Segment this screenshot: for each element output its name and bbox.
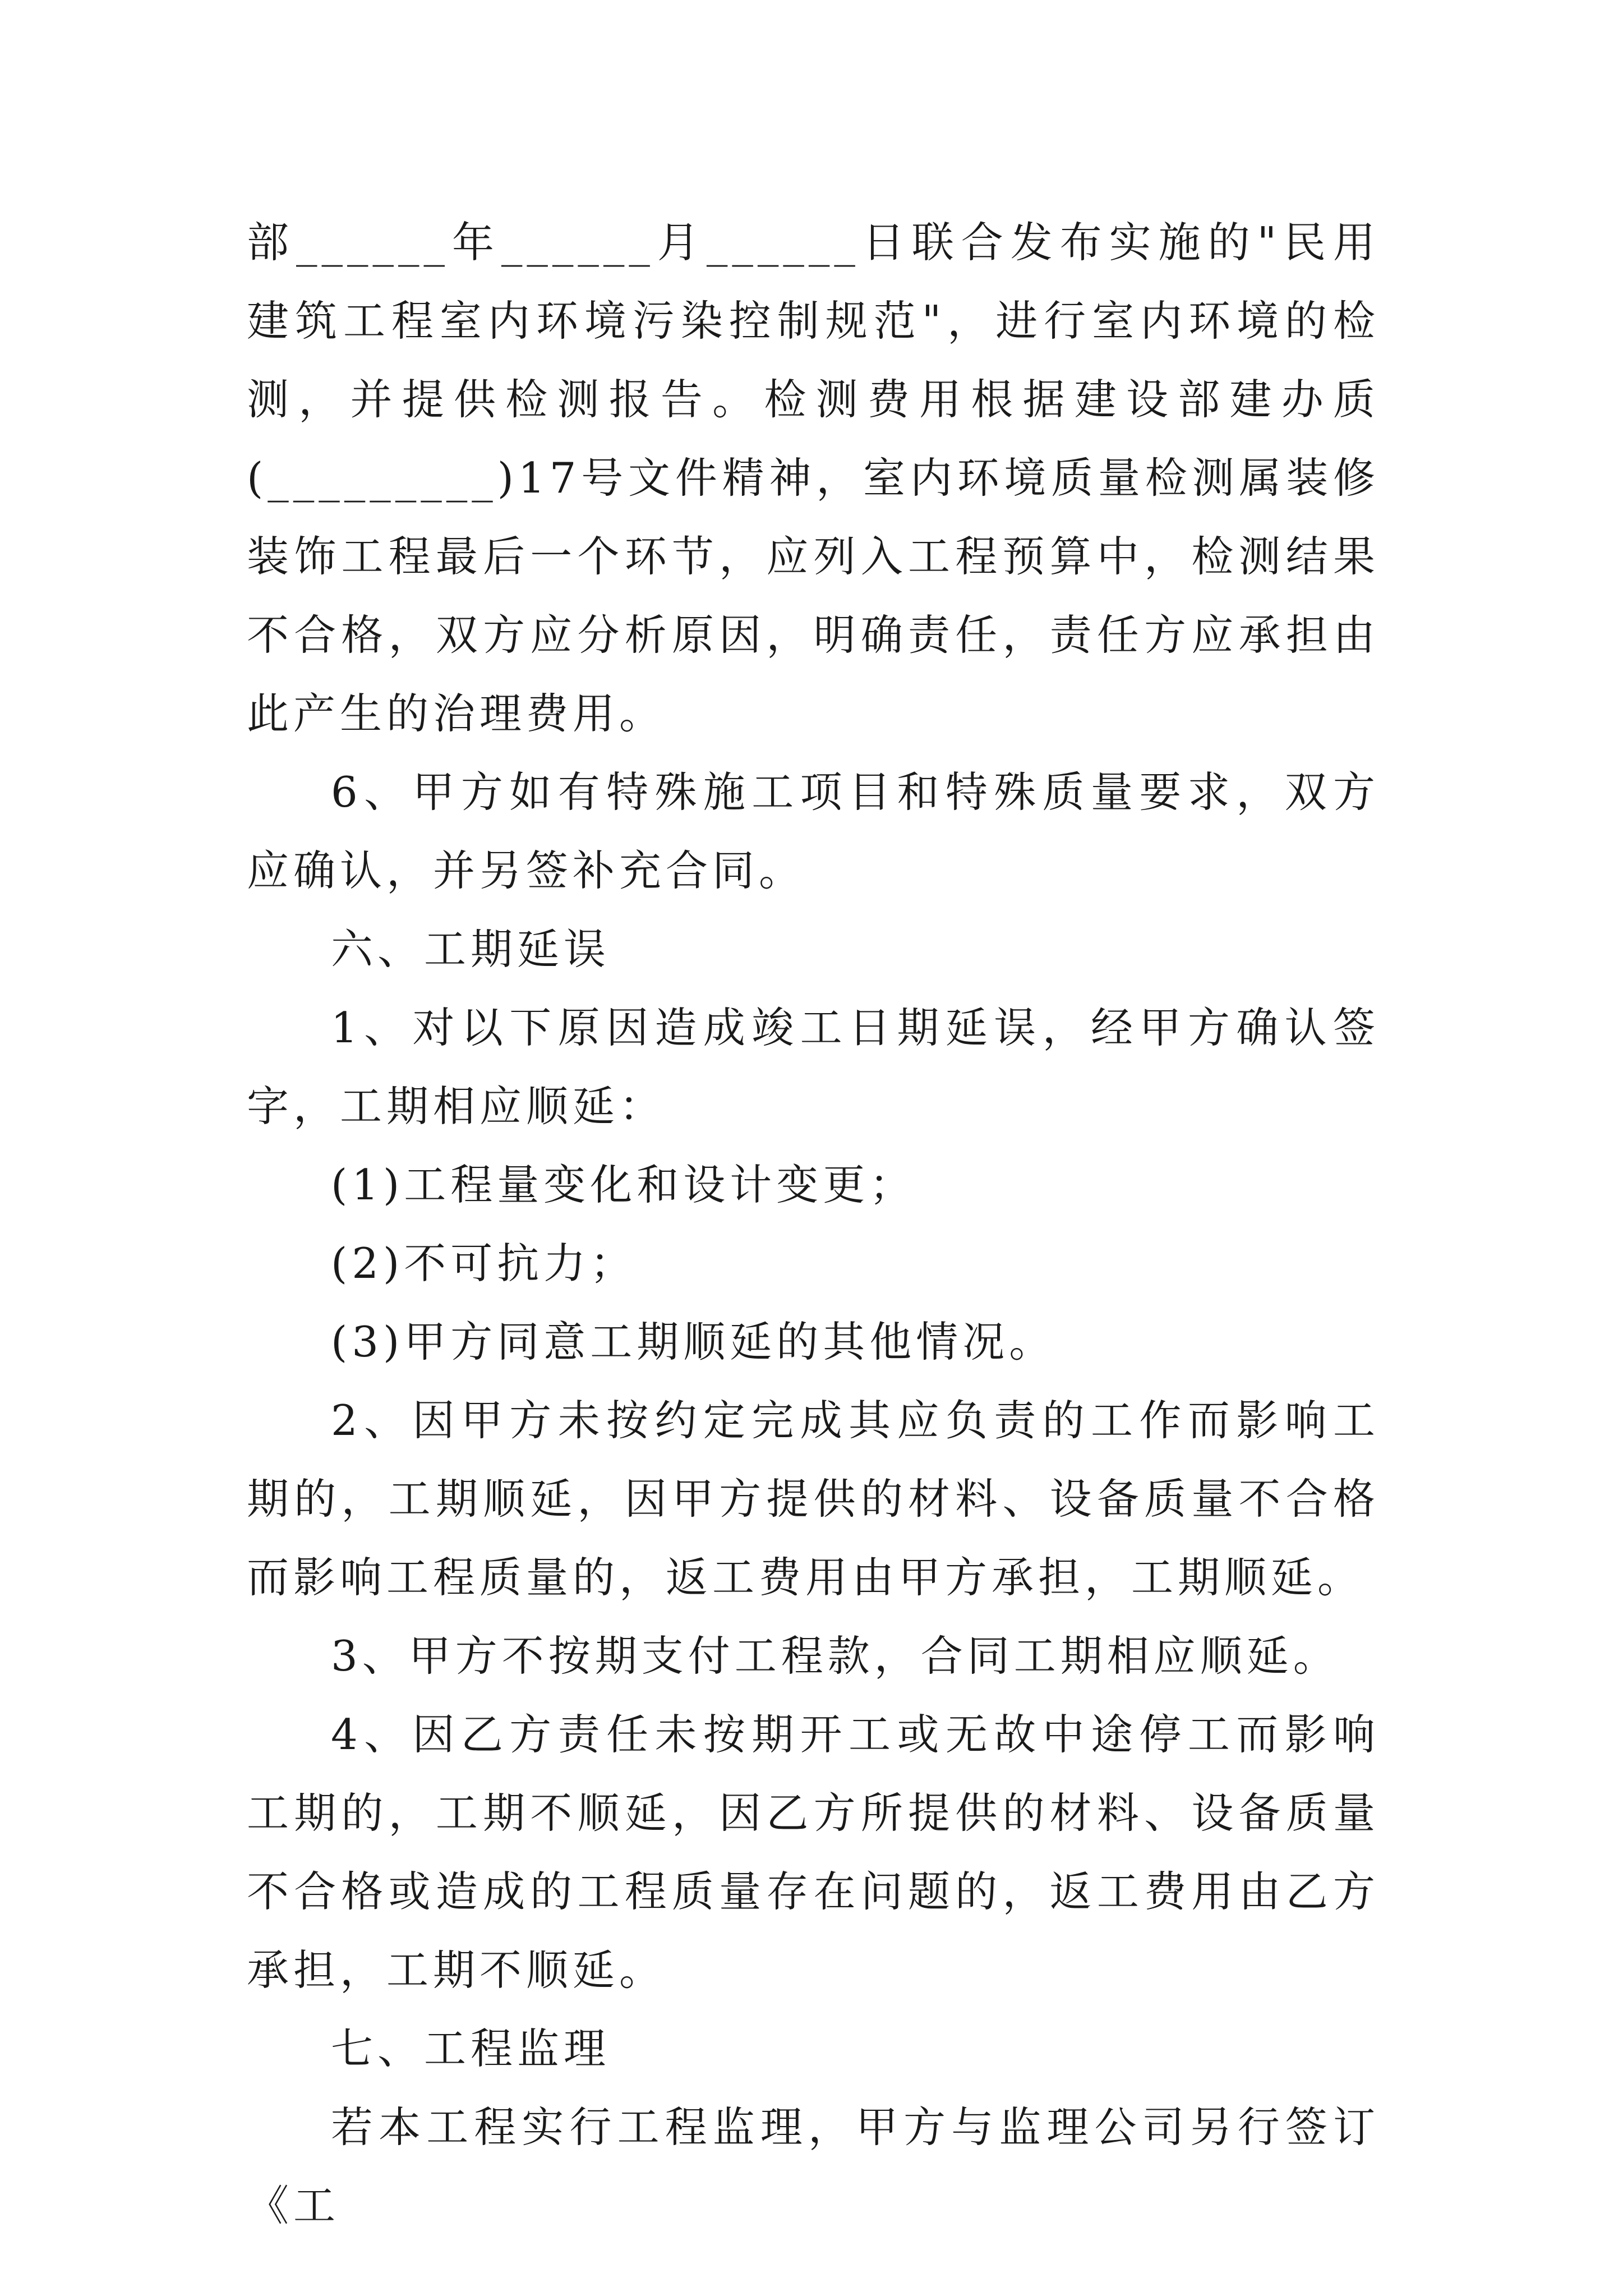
paragraph-item-4: 4、因乙方责任未按期开工或无故中途停工而影响工期的，工期不顺延，因乙方所提供的材料、设备质量不合格或造成的工程质量存在问题的，返工费用由乙方承担，工期不顺延。 bbox=[247, 1710, 1380, 1995]
paragraph-item-3: 3、甲方不按期支付工程款，合同工期相应顺延。 bbox=[331, 1631, 1340, 1681]
list-item-2: (2)不可抗力； bbox=[331, 1239, 637, 1288]
section-heading-delay: 六、工期延误 bbox=[331, 924, 611, 974]
list-item-1: (1)工程量变化和设计变更； bbox=[331, 1160, 916, 1209]
paragraph-item-6: 6、甲方如有特殊施工项目和特殊质量要求，双方应确认，并另签补充合同。 bbox=[247, 767, 1380, 895]
paragraph-supervision: 若本工程实行工程监理，甲方与监理公司另行签订《工 bbox=[247, 2102, 1380, 2230]
list-item-3: (3)甲方同意工期顺延的其他情况。 bbox=[331, 1317, 1056, 1366]
paragraph-item-1: 1、对以下原因造成竣工日期延误，经甲方确认签字，工期相应顺延： bbox=[247, 1003, 1380, 1131]
document-body bbox=[247, 203, 1380, 2245]
paragraph-item-2: 2、因甲方未按约定完成其应负责的工作而影响工期的，工期顺延，因甲方提供的材料、设备质量不合格而影响工程质量的，返工费用由甲方承担，工期顺延。 bbox=[247, 1396, 1380, 1602]
paragraph-testing-requirements: 部______年______月______日联合发布实施的"民用建筑工程室内环境污染控制规范"，进行室内环境的检测，并提供检测报告。检测费用根据建设部建办质(_________)17号文件精神，室内环境质量检测属装修装饰工程最后一个环节，应列入工程预算中，检测结果不合格，双方应分析原因，明确责任，责任方应承担由此产生的治理费用。 bbox=[247, 218, 1380, 738]
section-heading-supervision: 七、工程监理 bbox=[331, 2024, 611, 2073]
